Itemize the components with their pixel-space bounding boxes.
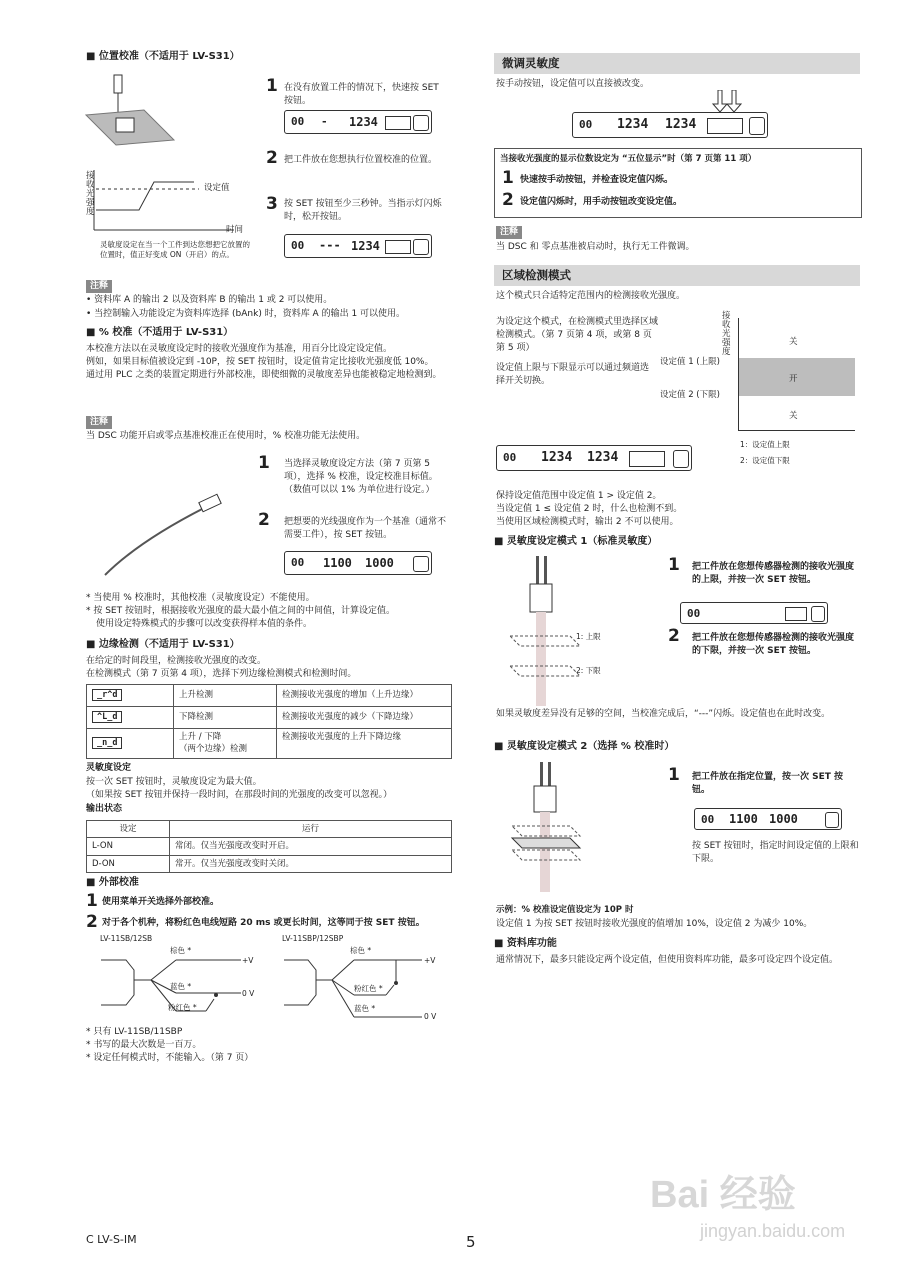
- upper-limit-label: 1: 上限: [576, 632, 601, 641]
- example-title: 示例：% 校准设定值设定为 10P 时: [496, 905, 634, 915]
- watermark-logo: Bai 经验: [650, 1174, 796, 1216]
- area-p5: 当设定值 1 ≤ 设定值 2 时，什么也检测不到。: [496, 504, 683, 514]
- wire-blue-label: 蓝色 *: [354, 1004, 376, 1013]
- mode-2-title: ■ 灵敏度设定模式 2（选择 % 校准时）: [494, 741, 675, 752]
- external-footnote-3: * 设定任何模式时，不能输入。（第 7 页）: [86, 1053, 254, 1063]
- page-number: 5: [466, 1233, 476, 1251]
- step-2-number: 2: [668, 626, 680, 646]
- note-tag: 注释: [86, 416, 112, 429]
- fine-tune-title: 微调灵敏度: [494, 53, 860, 74]
- axis-label-intensity: 接收光强度: [722, 311, 731, 357]
- axis-label-intensity: 接收光强度: [86, 171, 95, 217]
- legend-1: 1：设定值上限: [740, 440, 790, 449]
- five-digit-step-2: 设定值闪烁时，用手动按钮改变设定值。: [520, 197, 683, 207]
- position-calibration-title: ■ 位置校准（不适用于 LV-S31）: [86, 51, 240, 62]
- library-title: ■ 资料库功能: [494, 938, 557, 949]
- step-2-number: 2: [86, 912, 98, 932]
- external-step-2: 对于各个机种，将粉红色电线短路 20 ms 或更长时间，这等同于按 SET 按钮。: [102, 918, 425, 928]
- edge-p2: 在检测模式（第 7 页第 4 项），选择下列边缘检测模式和检测时间。: [86, 669, 357, 679]
- external-calibration-title: ■ 外部校准: [86, 877, 139, 888]
- position-step-2: 把工件放在您想执行位置校准的位置。: [284, 155, 438, 165]
- lcd-display: 00 1234 1234: [572, 112, 768, 138]
- wiring-model-left: LV-11SB/12SB: [100, 934, 153, 943]
- table-row: 设定 运行: [87, 821, 452, 838]
- area-p3: 设定值上限与下限显示可以通过频道选择开关切换。: [496, 363, 650, 387]
- wire-0v-label: 0 V: [242, 989, 255, 998]
- area-p1: 这个模式只合适特定范围内的检测接收光强度。: [496, 291, 686, 301]
- library-p: 通常情况下，最多只能设定两个设定值，但使用资料库功能，最多可设定四个设定值。: [496, 955, 839, 965]
- area-p4: 保持设定值范围中设定值 1 > 设定值 2。: [496, 491, 662, 501]
- sensor-upper-lower-figure: [500, 556, 610, 706]
- on-label: 开: [789, 374, 798, 384]
- lcd-display: 00 --- 1234: [284, 234, 432, 258]
- lower-limit-label: 2: 下限: [576, 666, 601, 675]
- wire-brown-label: 棕色 *: [350, 946, 372, 955]
- area-p2: 为设定这个模式，在检测模式里选择区域检测模式。（第 7 页第 4 项，或第 8 页第 5 项）: [496, 317, 659, 354]
- area-chart: [738, 318, 855, 431]
- sensitivity-title: 灵敏度设定: [86, 763, 132, 773]
- mode-2-p: 按 SET 按钮时，指定时间设定值的上限和下限。: [692, 841, 859, 865]
- percent-p2: 例如，如果目标值被设定到 -10P，按 SET 按钮时，设定值肯定比接收光强度低 10%。: [86, 357, 434, 368]
- percent-step-2: 把想要的光线强度作为一个基准（通常不需要工件），按 SET 按钮。: [284, 517, 447, 541]
- step-1-number: 1: [502, 168, 514, 188]
- position-caption: 灵敏度设定在当一个工件到达您想把它放置的位置时，值正好变成 ON（开启）的点。: [100, 240, 250, 260]
- output-state-title: 输出状态: [86, 804, 123, 814]
- step-1-number: 1: [86, 891, 98, 911]
- external-footnote-2: * 书写的最大次数是一百万。: [86, 1040, 202, 1050]
- percent-calibration-title: ■ % 校准（不适用于 LV-S31）: [86, 327, 234, 338]
- mode-2-step-1: 把工件放在指定位置，按一次 SET 按钮。: [692, 772, 844, 796]
- percent-footnote-3: 使用设定特殊模式的步骤可以改变获得样本值的条件。: [96, 619, 313, 629]
- position-step-3: 按 SET 按钮至少三秒钟。当指示灯闪烁时，松开按钮。: [284, 199, 442, 223]
- arrow-down-icon: [708, 90, 748, 114]
- watermark-url: jingyan.baidu.com: [700, 1221, 846, 1241]
- sensitivity-p2: （如果按 SET 按钮并保持一段时间，在那段时间的光强度的改变可以忽视。）: [86, 790, 393, 800]
- table-row: _r^d 上升检测 检测接收光强度的增加（上升边缘）: [87, 685, 452, 707]
- wire-pink-label: 粉红色 *: [354, 984, 383, 993]
- fine-tune-p1: 按手动按钮，设定值可以直接被改变。: [496, 79, 650, 89]
- percent-para: [86, 343, 456, 382]
- sensor-percent-figure: [504, 762, 604, 892]
- step-3-number: 3: [266, 194, 278, 214]
- step-1-number: 1: [668, 555, 680, 575]
- wire-blue-label: 蓝色 *: [170, 982, 192, 991]
- mode-1-step-2: 把工件放在您想传感器检测的接收光强度的下限，并按一次 SET 按钮。: [692, 633, 855, 657]
- step-2-number: 2: [266, 148, 278, 168]
- step-1-number: 1: [266, 76, 278, 96]
- table-row: D-ON 常开。仅当光强度改变时关闭。: [87, 855, 452, 872]
- table-row: _n_d 上升 / 下降 （两个边缘）检测 检测接收光强度的上升下降边缘: [87, 729, 452, 759]
- percent-p1: 本校准方法以在灵敏度设定时的接收光强度作为基准，用百分比设定设定值。: [86, 344, 393, 354]
- fiber-cable-figure: [100, 490, 230, 580]
- sensitivity-p1: 按一次 SET 按钮时，灵敏度设定为最大值。: [86, 777, 262, 787]
- output-state-table: [86, 820, 452, 873]
- note-3: 当 DSC 和 零点基准被启动时，执行无工件微调。: [496, 242, 695, 252]
- off-label: 关: [789, 411, 798, 421]
- percent-footnote-2: * 按 SET 按钮时，根据接收光强度的最大最小值之间的中间值，计算设定值。: [86, 606, 395, 616]
- area-detection-title: 区域检测模式: [494, 265, 860, 286]
- doc-code: C LV-S-IM: [86, 1233, 137, 1246]
- step-2-number: 2: [258, 510, 270, 530]
- note-2: 当 DSC 功能开启或零点基准校准正在使用时，% 校准功能无法使用。: [86, 431, 366, 441]
- wire-v-label: +V: [424, 956, 436, 965]
- step-1-number: 1: [258, 453, 270, 473]
- lcd-display: 00 - 1234: [284, 110, 432, 134]
- percent-footnote-1: * 当使用 % 校准时，其他校准（灵敏度设定）不能使用。: [86, 593, 315, 603]
- external-footnote-1: * 只有 LV-11SB/11SBP: [86, 1027, 183, 1037]
- step-2-number: 2: [502, 190, 514, 210]
- off-label: 关: [789, 337, 798, 347]
- wire-v-label: +V: [242, 956, 254, 965]
- five-digit-title: 当接收光强度的显示位数设定为 “五位显示”时（第 7 页第 11 项）: [500, 154, 757, 164]
- setpoint-1-label: 设定值 1 (上限): [660, 357, 720, 367]
- mode-1-p: 如果灵敏度差异没有足够的空间，当校准完成后，“---”闪烁。设定值也在此时改变。: [496, 709, 831, 719]
- setpoint-label: 设定值: [204, 183, 230, 193]
- note-1a: • 资料库 A 的输出 2 以及资料库 B 的输出 1 或 2 可以使用。: [86, 295, 333, 305]
- lcd-display: 00: [680, 602, 828, 624]
- wiring-model-right: LV-11SBP/12SBP: [282, 934, 344, 943]
- edge-p1: 在给定的时间段里，检测接收光强度的改变。: [86, 656, 267, 666]
- setpoint-2-label: 设定值 2 (下限): [660, 390, 720, 400]
- legend-2: 2：设定值下限: [740, 456, 790, 465]
- mode-1-step-1: 把工件放在您想传感器检测的接收光强度的上限，并按一次 SET 按钮。: [692, 562, 855, 586]
- external-step-1: 使用菜单开关选择外部校准。: [102, 897, 220, 907]
- area-p6: 当使用区域检测模式时，输出 2 不可以使用。: [496, 517, 679, 527]
- lcd-display: 00 1234 1234: [496, 445, 692, 471]
- percent-step-1: 当选择灵敏度设定方法（第 7 页第 5 项），选择 % 校准，设定校准目标值。 （数值可以以 1% 为单位进行设定。）: [284, 459, 438, 496]
- time-label: 时间: [226, 225, 244, 235]
- mode-1-title: ■ 灵敏度设定模式 1（标准灵敏度）: [494, 536, 658, 547]
- edge-mode-table: [86, 684, 452, 759]
- note-tag: 注释: [86, 280, 112, 293]
- wire-pink-label: 粉红色 *: [168, 1003, 197, 1012]
- percent-p3: 通过用 PLC 之类的装置定期进行外部校准，即使细微的灵敏度差异也能被稳定地检测到。: [86, 370, 442, 381]
- lcd-display: 00 1100 1000: [284, 551, 432, 575]
- wiring-diagram: [96, 945, 456, 1025]
- note-tag: 注释: [496, 226, 522, 239]
- table-row: ^L_d 下降检测 检测接收光强度的减少（下降边缘）: [87, 707, 452, 729]
- position-step-1: 在没有放置工件的情况下，快速按 SET 按钮。: [284, 83, 439, 107]
- lcd-display: 00 1100 1000: [694, 808, 842, 830]
- example-p: 设定值 1 为按 SET 按钮时接收光强度的值增加 10%，设定值 2 为减少 10%。: [496, 919, 813, 929]
- edge-detection-title: ■ 边缘检测（不适用于 LV-S31）: [86, 639, 240, 650]
- wire-brown-label: 棕色 *: [170, 946, 192, 955]
- five-digit-step-1: 快速按手动按钮，并检查设定值闪烁。: [520, 175, 674, 185]
- table-row: L-ON 常闭。仅当光强度改变时开启。: [87, 838, 452, 855]
- note-1b: • 当控制输入功能设定为资料库选择 (bAnk) 时，资料库 A 的输出 1 可以使用。: [86, 309, 406, 319]
- wire-0v-label: 0 V: [424, 1012, 437, 1021]
- step-1-number: 1: [668, 765, 680, 785]
